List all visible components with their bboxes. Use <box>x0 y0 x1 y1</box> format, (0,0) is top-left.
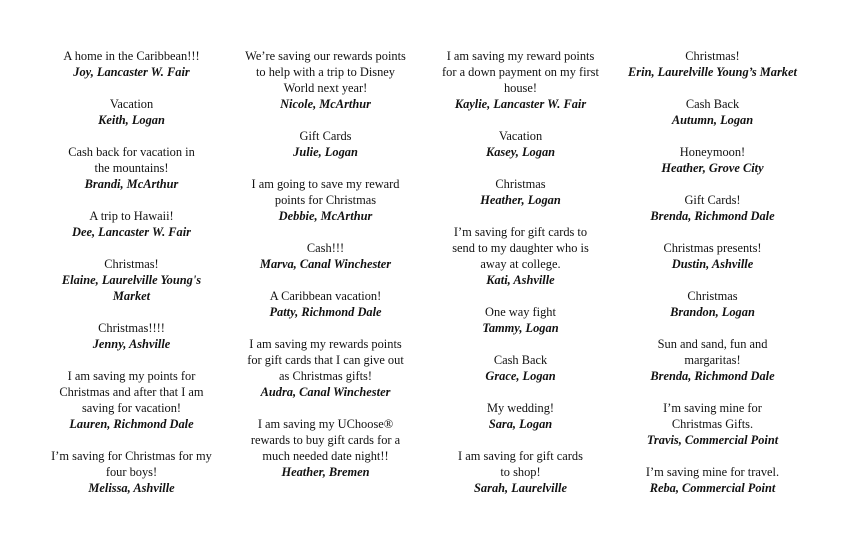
testimonial-quote: Christmas <box>495 177 546 191</box>
testimonial-entry <box>39 448 224 496</box>
testimonial-author: Kasey, Logan <box>485 145 556 159</box>
testimonial-author: Patty, Richmond Dale <box>269 305 382 319</box>
testimonial-quote: Sun and sand, fun and margaritas! <box>657 337 768 367</box>
testimonial-entry <box>233 176 418 224</box>
testimonial-quote: Christmas presents! <box>663 241 762 255</box>
testimonial-entry <box>428 448 613 496</box>
testimonial-entry <box>233 336 418 400</box>
testimonial-author: Brenda, Richmond Dale <box>650 209 775 223</box>
testimonial-quote: Christmas! <box>685 49 740 63</box>
testimonial-quote: I’m saving for Christmas for my four boys! <box>51 449 212 479</box>
testimonial-quote: I am saving for gift cards to shop! <box>458 449 583 479</box>
testimonial-entry <box>233 48 418 112</box>
testimonial-quote: A trip to Hawaii! <box>89 209 174 223</box>
testimonial-entry <box>39 144 224 192</box>
testimonial-entry <box>428 48 613 112</box>
column-1 <box>39 48 224 512</box>
testimonial-entry <box>233 128 418 160</box>
testimonial-quote: I’m saving mine for Christmas Gifts. <box>663 401 762 431</box>
testimonial-author: Debbie, McArthur <box>278 209 373 223</box>
column-2 <box>233 48 418 496</box>
testimonial-author: Nicole, McArthur <box>280 97 371 111</box>
testimonial-entry <box>620 240 805 272</box>
testimonial-quote: I am saving my points for Christmas and after that I am saving for vacation! <box>59 369 204 415</box>
testimonial-author: Kaylie, Lancaster W. Fair <box>454 97 587 111</box>
testimonial-quote: Vacation <box>498 129 543 143</box>
testimonial-quote: One way fight <box>485 305 556 319</box>
testimonial-author: Tammy, Logan <box>482 321 559 335</box>
testimonial-author: Heather, Logan <box>480 193 561 207</box>
testimonial-author: Sara, Logan <box>488 417 553 431</box>
testimonial-entry <box>39 368 224 432</box>
testimonial-author: Grace, Logan <box>485 369 556 383</box>
testimonial-quote: A home in the Caribbean!!! <box>63 49 200 63</box>
testimonial-entry <box>233 240 418 272</box>
testimonial-author: Reba, Commercial Point <box>649 481 776 495</box>
testimonial-author: Kati, Ashville <box>486 273 555 287</box>
testimonial-entry <box>233 416 418 480</box>
testimonial-quote: Gift Cards! <box>684 193 741 207</box>
testimonial-quote: A Caribbean vacation! <box>269 289 382 303</box>
testimonial-quote: I am saving my rewards points for gift cards that I can give out as Christmas gifts! <box>247 337 404 383</box>
testimonial-entry <box>428 128 613 160</box>
testimonial-quote: My wedding! <box>486 401 555 415</box>
testimonial-author: Brenda, Richmond Dale <box>650 369 775 383</box>
testimonial-author: Dee, Lancaster W. Fair <box>72 225 191 239</box>
testimonial-entry <box>233 288 418 320</box>
testimonial-author: Autumn, Logan <box>671 113 754 127</box>
testimonial-quote: Cash back for vacation in the mountains! <box>68 145 195 175</box>
testimonial-entry <box>428 304 613 336</box>
testimonial-author: Jenny, Ashville <box>92 337 171 351</box>
testimonial-quote: Honeymoon! <box>679 145 746 159</box>
testimonial-quote: Gift Cards <box>299 129 352 143</box>
testimonial-author: Brandon, Logan <box>670 305 755 319</box>
testimonial-quote: Christmas <box>687 289 738 303</box>
column-4 <box>620 48 805 512</box>
testimonial-quote: We’re saving our rewards points to help with a trip to Disney World next year! <box>245 49 406 95</box>
testimonial-entry <box>620 400 805 448</box>
testimonial-author: Heather, Bremen <box>281 465 370 479</box>
column-3 <box>428 48 613 512</box>
testimonial-entry <box>39 320 224 352</box>
testimonial-quote: Christmas!!!! <box>98 321 165 335</box>
testimonial-quote: I’m saving mine for travel. <box>645 465 780 479</box>
testimonial-author: Audra, Canal Winchester <box>260 385 391 399</box>
testimonial-quote: I am saving my reward points for a down payment on my first house! <box>442 49 599 95</box>
testimonial-entry <box>428 352 613 384</box>
testimonial-author: Melissa, Ashville <box>88 481 175 495</box>
testimonial-entry <box>428 400 613 432</box>
testimonial-quote: Christmas! <box>104 257 159 271</box>
testimonial-quote: I am saving my UChoose® rewards to buy gift cards for a much needed date night!! <box>250 417 401 463</box>
testimonial-entry <box>620 48 805 80</box>
testimonial-entry <box>428 224 613 288</box>
testimonial-author: Joy, Lancaster W. Fair <box>73 65 190 79</box>
testimonial-entry <box>620 336 805 384</box>
testimonial-entry <box>620 464 805 496</box>
testimonial-entry <box>620 192 805 224</box>
testimonial-quote: Vacation <box>109 97 154 111</box>
testimonial-author: Heather, Grove City <box>661 161 764 175</box>
testimonial-author: Dustin, Ashville <box>671 257 754 271</box>
testimonial-quote: Cash Back <box>493 353 548 367</box>
testimonial-entry <box>620 144 805 176</box>
testimonial-entry <box>39 96 224 128</box>
testimonial-author: Brandi, McArthur <box>84 177 179 191</box>
testimonial-author: Marva, Canal Winchester <box>259 257 392 271</box>
testimonial-author: Keith, Logan <box>98 113 165 127</box>
testimonial-author: Sarah, Laurelville <box>474 481 567 495</box>
testimonial-author: Lauren, Richmond Dale <box>69 417 194 431</box>
testimonial-entry <box>39 256 224 304</box>
testimonial-entry <box>428 176 613 208</box>
testimonial-entry <box>39 48 224 80</box>
testimonial-entry <box>39 208 224 240</box>
testimonial-quote: I’m saving for gift cards to send to my daughter who is away at college. <box>452 225 589 271</box>
testimonial-author: Erin, Laurelville Young’s Market <box>628 65 797 79</box>
testimonial-quote: Cash!!! <box>306 241 345 255</box>
testimonial-entry <box>620 288 805 320</box>
testimonial-entry <box>620 96 805 128</box>
testimonial-author: Elaine, Laurelville Young's Market <box>61 273 202 303</box>
testimonial-author: Julie, Logan <box>293 145 358 159</box>
testimonial-quote: I am going to save my reward points for Christmas <box>251 177 400 207</box>
testimonial-author: Travis, Commercial Point <box>646 433 779 447</box>
testimonial-quote: Cash Back <box>685 97 740 111</box>
